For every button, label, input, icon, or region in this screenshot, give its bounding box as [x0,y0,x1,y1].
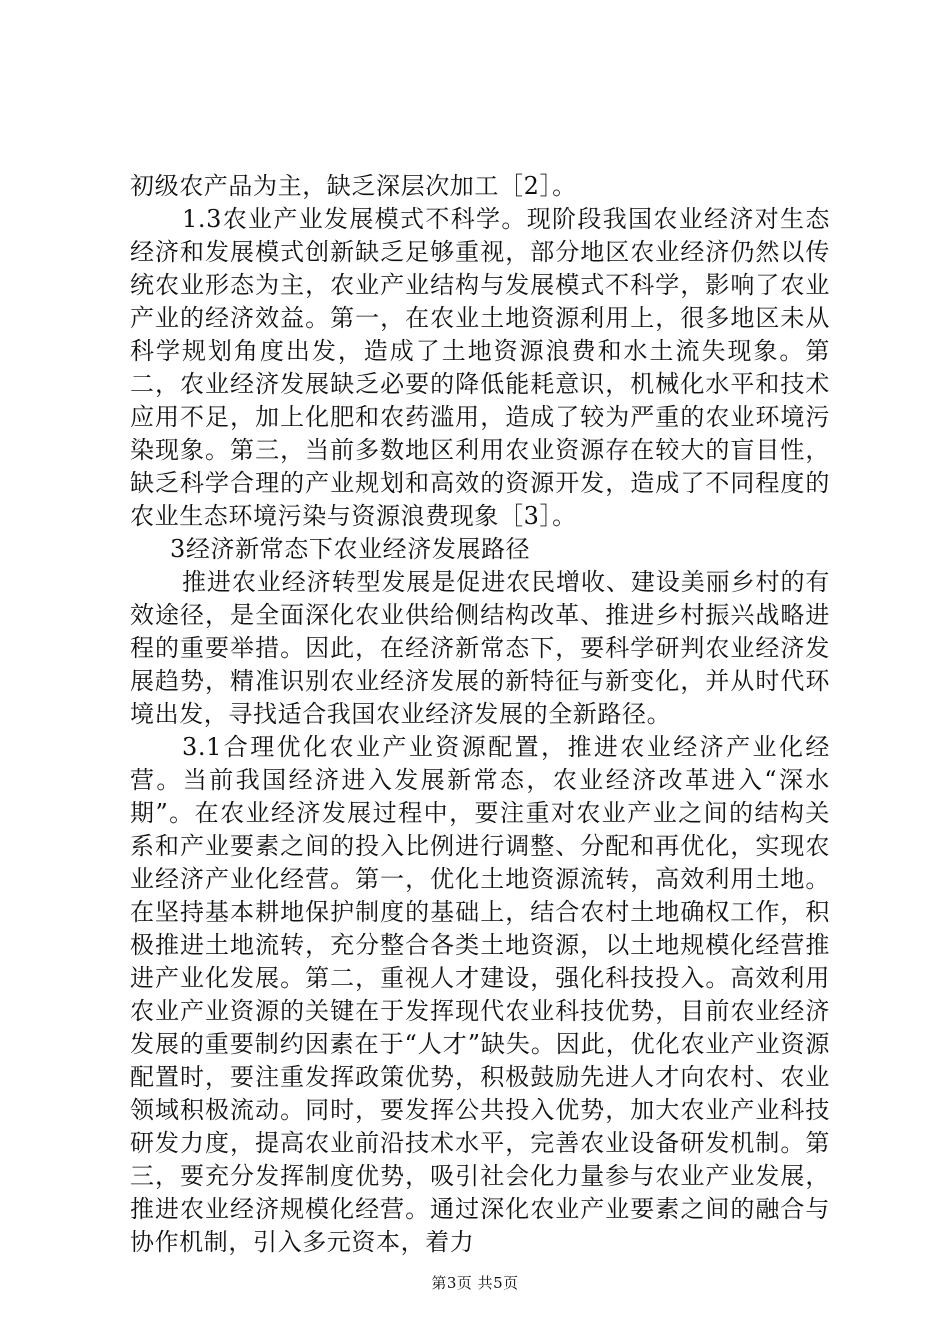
paragraph-continuation: 初级农产品为主，缺乏深层次加工［2］。 [130,172,577,200]
section-heading-3: 3经济新常态下农业经济发展路径 [170,535,531,563]
paragraph-section-3-1: 3.1合理优化农业产业资源配置，推进农业经济产业化经营。当前我国经济进入发展新常态，农业经济改革进入“深水期”。在农业经济发展过程中，要注重对农业产业之间的结构关系和产业要素之间的投入比例进行调整、分配和再优化，实现农业经济产业化经营。第一，优化土地资源流转，高效利用土地。在坚持基本耕地保护制度的基础上，结合农村土地确权工作，积极推进土地流转，充分整合各类土地资源，以土地规模化经营推进产业化发展。第二，重视人才建设，强化科技投入。高效利用农业产业资源的关键在于发挥现代农业科技优势，目前农业经济发展的重要制约因素在于“人才”缺失。因此，优化农业产业资源配置时，要注重发挥政策优势，积极鼓励先进人才向农村、农业领域积极流动。同时，要发挥公共投入优势，加大农业产业科技研发力度，提高农业前沿技术水平，完善农业设备研发机制。第三，要充分发挥制度优势，吸引社会化力量参与农业产业发展，推进农业经济规模化经营。通过深化农业产业要素之间的融合与协作机制，引入多元资本，着力 [130,733,830,1256]
paragraph-section-3-intro: 推进农业经济转型发展是促进农民增收、建设美丽乡村的有效途径，是全面深化农业供给侧结构改革、推进乡村振兴战略进程的重要举措。因此，在经济新常态下，要科学研判农业经济发展趋势，精准识别农业经济发展的新特征与新变化，并从时代环境出发，寻找适合我国农业经济发展的全新路径。 [130,568,830,728]
page-number-footer: 第3页 共5页 [431,1274,519,1292]
document-body [130,170,830,1259]
paragraph-section-1-3: 1.3农业产业发展模式不科学。现阶段我国农业经济对生态经济和发展模式创新缺乏足够重视，部分地区农业经济仍然以传统农业形态为主，农业产业结构与发展模式不科学，影响了农业产业的经济效益。第一，在农业土地资源利用上，很多地区未从科学规划角度出发，造成了土地资源浪费和水土流失现象。第二，农业经济发展缺乏必要的降低能耗意识，机械化水平和技术应用不足，加上化肥和农药滥用，造成了较为严重的农业环境污染现象。第三，当前多数地区利用农业资源存在较大的盲目性，缺乏科学合理的产业规划和高效的资源开发，造成了不同程度的农业生态环境污染与资源浪费现象［3］。 [130,205,830,530]
